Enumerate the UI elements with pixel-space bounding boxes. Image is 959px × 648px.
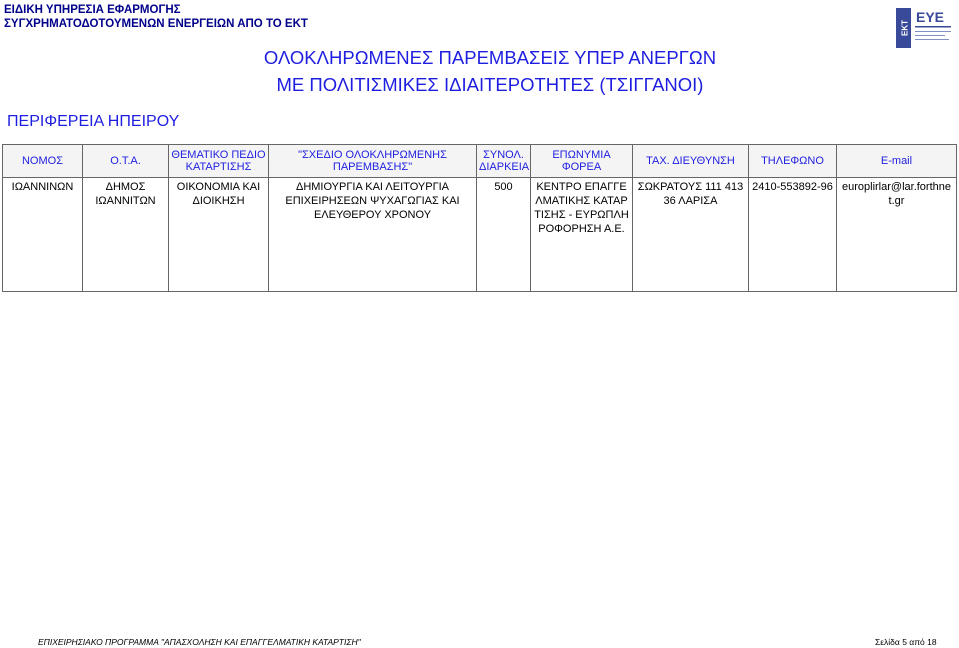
document-title (190, 44, 790, 98)
cell-email[interactable]: europlirlar@lar.forthnet.gr (837, 178, 957, 292)
svg-text:ΕΚΤ: ΕΚΤ (900, 20, 910, 36)
cell-plan: ΔΗΜΙΟΥΡΓΙΑ ΚΑΙ ΛΕΙΤΟΥΡΓΙΑ ΕΠΙΧΕΙΡΗΣΕΩΝ ΨΥΧΑΓΩΓΙΑΣ ΚΑΙ ΕΛΕΥΘΕΡΟΥ ΧΡΟΝΟΥ (269, 178, 477, 292)
col-phone: ΤΗΛΕΦΩΝΟ (749, 145, 837, 178)
region-heading: ΠΕΡΙΦΕΡΕΙΑ ΗΠΕΙΡΟΥ (7, 113, 180, 130)
table-header-row (3, 145, 957, 178)
agency-line-2: ΣΥΓΧΡΗΜΑΤΟΔΟΤΟΥΜΕΝΩΝ ΕΝΕΡΓΕΙΩΝ ΑΠΟ ΤΟ ΕΚΤ (4, 18, 308, 30)
cell-duration: 500 (477, 178, 531, 292)
col-address: ΤΑΧ. ΔΙΕΥΘΥΝΣΗ (633, 145, 749, 178)
title-line-1: ΟΛΟΚΛΗΡΩΜΕΝΕΣ ΠΑΡΕΜΒΑΣΕΙΣ ΥΠΕΡ ΑΝΕΡΓΩΝ (263, 47, 717, 68)
cell-field: ΟΙΚΟΝΟΜΙΑ ΚΑΙ ΔΙΟΙΚΗΣΗ (169, 178, 269, 292)
cell-nomos: ΙΩΑΝΝΙΝΩΝ (3, 178, 83, 292)
col-email: E-mail (837, 145, 957, 178)
col-provider: ΕΠΩΝΥΜΙΑ ΦΟΡΕΑ (531, 145, 633, 178)
svg-text:ΕΥΕ: ΕΥΕ (916, 9, 945, 25)
cell-phone: 2410-553892-96 (749, 178, 837, 292)
agency-line-1: ΕΙΔΙΚΗ ΥΠΗΡΕΣΙΑ ΕΦΑΡΜΟΓΗΣ (4, 4, 181, 16)
cell-provider: ΚΕΝΤΡΟ ΕΠΑΓΓΕΛΜΑΤΙΚΗΣ ΚΑΤΑΡΤΙΣΗΣ - ΕΥΡΩΠΛΗΡΟΦΟΡΗΣΗ Α.Ε. (531, 178, 633, 292)
interventions-table (2, 144, 957, 292)
footer-program: ΕΠΙΧΕΙΡΗΣΙΑΚΟ ΠΡΟΓΡΑΜΜΑ "ΑΠΑΣΧΟΛΗΣΗ ΚΑΙ ΕΠΑΓΓΕΛΜΑΤΙΚΗ ΚΑΤΑΡΤΙΣΗ" (38, 637, 361, 647)
ekt-logo (894, 4, 954, 52)
col-field: ΘΕΜΑΤΙΚΟ ΠΕΔΙΟ ΚΑΤΑΡΤΙΣΗΣ (169, 145, 269, 178)
cell-address: ΣΩΚΡΑΤΟΥΣ 111 413 36 ΛΑΡΙΣΑ (633, 178, 749, 292)
cell-ota: ΔΗΜΟΣ ΙΩΑΝΝΙΤΩΝ (83, 178, 169, 292)
agency-name (4, 3, 308, 31)
table-row (3, 178, 957, 292)
col-duration: ΣΥΝΟΛ. ΔΙΑΡΚΕΙΑ (477, 145, 531, 178)
title-line-2: ΜΕ ΠΟΛΙΤΙΣΜΙΚΕΣ ΙΔΙΑΙΤΕΡΟΤΗΤΕΣ (ΤΣΙΓΓΑΝΟΙ) (276, 74, 704, 95)
col-plan: "ΣΧΕΔΙΟ ΟΛΟΚΛΗΡΩΜΕΝΗΣ ΠΑΡΕΜΒΑΣΗΣ" (269, 145, 477, 178)
col-ota: Ο.Τ.Α. (83, 145, 169, 178)
col-nomos: ΝΟΜΟΣ (3, 145, 83, 178)
footer-page-number: Σελίδα 5 από 18 (875, 637, 937, 647)
